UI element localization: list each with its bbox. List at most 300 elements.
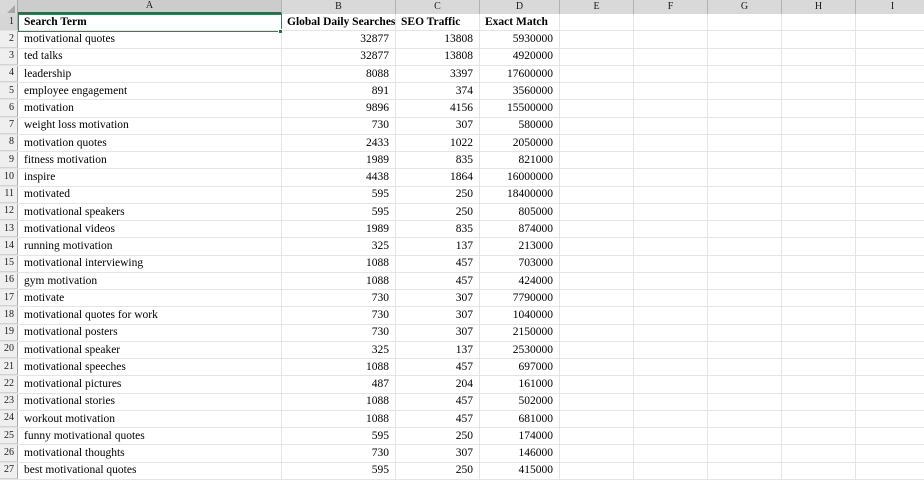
cell-A14[interactable]: running motivation bbox=[18, 238, 282, 255]
row-header-15[interactable]: 15 bbox=[0, 256, 18, 272]
cell-E11[interactable] bbox=[560, 187, 634, 204]
column-header-i[interactable]: I bbox=[856, 0, 924, 14]
cell-I9[interactable] bbox=[856, 152, 924, 169]
cell-I5[interactable] bbox=[856, 83, 924, 100]
cell-F22[interactable] bbox=[634, 376, 708, 393]
cell-E27[interactable] bbox=[560, 463, 634, 480]
cell-I2[interactable] bbox=[856, 31, 924, 48]
column-header-c[interactable]: C bbox=[396, 0, 480, 14]
cell-C14[interactable]: 137 bbox=[396, 238, 480, 255]
cell-E1[interactable] bbox=[560, 14, 634, 31]
column-header-a[interactable]: A bbox=[18, 0, 282, 14]
cell-E6[interactable] bbox=[560, 100, 634, 117]
cell-D26[interactable]: 146000 bbox=[480, 445, 560, 462]
cell-G5[interactable] bbox=[708, 83, 782, 100]
cell-B8[interactable]: 2433 bbox=[282, 135, 396, 152]
cell-H10[interactable] bbox=[782, 169, 856, 186]
cell-D9[interactable]: 821000 bbox=[480, 152, 560, 169]
cell-E10[interactable] bbox=[560, 169, 634, 186]
cell-H15[interactable] bbox=[782, 256, 856, 273]
cell-C24[interactable]: 457 bbox=[396, 411, 480, 428]
table-row[interactable] bbox=[0, 394, 924, 411]
cell-E3[interactable] bbox=[560, 49, 634, 66]
cell-D8[interactable]: 2050000 bbox=[480, 135, 560, 152]
row-header-6[interactable]: 6 bbox=[0, 100, 18, 116]
table-row[interactable] bbox=[0, 445, 924, 462]
cell-E13[interactable] bbox=[560, 221, 634, 238]
cell-G21[interactable] bbox=[708, 359, 782, 376]
row-header-19[interactable]: 19 bbox=[0, 325, 18, 341]
cell-C22[interactable]: 204 bbox=[396, 376, 480, 393]
row-header-25[interactable]: 25 bbox=[0, 428, 18, 444]
cell-E20[interactable] bbox=[560, 342, 634, 359]
cell-G4[interactable] bbox=[708, 66, 782, 83]
cell-B18[interactable]: 730 bbox=[282, 307, 396, 324]
cell-H2[interactable] bbox=[782, 31, 856, 48]
cell-B19[interactable]: 730 bbox=[282, 325, 396, 342]
cell-E12[interactable] bbox=[560, 204, 634, 221]
cell-H12[interactable] bbox=[782, 204, 856, 221]
table-row[interactable] bbox=[0, 169, 924, 186]
cell-C6[interactable]: 4156 bbox=[396, 100, 480, 117]
table-row[interactable] bbox=[0, 187, 924, 204]
row-header-4[interactable]: 4 bbox=[0, 66, 18, 82]
cell-B10[interactable]: 4438 bbox=[282, 169, 396, 186]
cell-C19[interactable]: 307 bbox=[396, 325, 480, 342]
cell-A7[interactable]: weight loss motivation bbox=[18, 118, 282, 135]
cell-D11[interactable]: 18400000 bbox=[480, 187, 560, 204]
cell-B16[interactable]: 1088 bbox=[282, 273, 396, 290]
cell-G3[interactable] bbox=[708, 49, 782, 66]
cell-A24[interactable]: workout motivation bbox=[18, 411, 282, 428]
table-row[interactable] bbox=[0, 100, 924, 117]
column-header-e[interactable]: E bbox=[560, 0, 634, 14]
cell-F4[interactable] bbox=[634, 66, 708, 83]
cell-A10[interactable]: inspire bbox=[18, 169, 282, 186]
cell-F3[interactable] bbox=[634, 49, 708, 66]
cell-H4[interactable] bbox=[782, 66, 856, 83]
cell-G11[interactable] bbox=[708, 187, 782, 204]
cell-D13[interactable]: 874000 bbox=[480, 221, 560, 238]
table-row[interactable] bbox=[0, 204, 924, 221]
cell-C1[interactable]: SEO Traffic bbox=[396, 14, 480, 31]
cell-C8[interactable]: 1022 bbox=[396, 135, 480, 152]
cell-I21[interactable] bbox=[856, 359, 924, 376]
cell-D3[interactable]: 4920000 bbox=[480, 49, 560, 66]
row-header-13[interactable]: 13 bbox=[0, 221, 18, 237]
cell-C23[interactable]: 457 bbox=[396, 394, 480, 411]
table-row[interactable] bbox=[0, 14, 924, 31]
cell-A21[interactable]: motivational speeches bbox=[18, 359, 282, 376]
cell-B1[interactable]: Global Daily Searches bbox=[282, 14, 396, 31]
cell-F8[interactable] bbox=[634, 135, 708, 152]
cell-B11[interactable]: 595 bbox=[282, 187, 396, 204]
cell-C20[interactable]: 137 bbox=[396, 342, 480, 359]
cell-A27[interactable]: best motivational quotes bbox=[18, 463, 282, 480]
cell-B14[interactable]: 325 bbox=[282, 238, 396, 255]
cell-H22[interactable] bbox=[782, 376, 856, 393]
table-row[interactable] bbox=[0, 376, 924, 393]
cell-B24[interactable]: 1088 bbox=[282, 411, 396, 428]
table-row[interactable] bbox=[0, 273, 924, 290]
cell-C5[interactable]: 374 bbox=[396, 83, 480, 100]
cell-G22[interactable] bbox=[708, 376, 782, 393]
cell-B23[interactable]: 1088 bbox=[282, 394, 396, 411]
table-row[interactable] bbox=[0, 325, 924, 342]
cell-I11[interactable] bbox=[856, 187, 924, 204]
cell-G27[interactable] bbox=[708, 463, 782, 480]
cell-G7[interactable] bbox=[708, 118, 782, 135]
cell-C7[interactable]: 307 bbox=[396, 118, 480, 135]
cell-C21[interactable]: 457 bbox=[396, 359, 480, 376]
cell-H16[interactable] bbox=[782, 273, 856, 290]
cell-F5[interactable] bbox=[634, 83, 708, 100]
cell-I22[interactable] bbox=[856, 376, 924, 393]
cell-D23[interactable]: 502000 bbox=[480, 394, 560, 411]
table-row[interactable] bbox=[0, 66, 924, 83]
cell-D4[interactable]: 17600000 bbox=[480, 66, 560, 83]
cell-H27[interactable] bbox=[782, 463, 856, 480]
cell-F11[interactable] bbox=[634, 187, 708, 204]
cell-E22[interactable] bbox=[560, 376, 634, 393]
cell-G14[interactable] bbox=[708, 238, 782, 255]
cell-C9[interactable]: 835 bbox=[396, 152, 480, 169]
row-header-23[interactable]: 23 bbox=[0, 394, 18, 410]
column-header-f[interactable]: F bbox=[634, 0, 708, 14]
cell-D27[interactable]: 415000 bbox=[480, 463, 560, 480]
row-header-18[interactable]: 18 bbox=[0, 307, 18, 323]
cell-G2[interactable] bbox=[708, 31, 782, 48]
cell-B17[interactable]: 730 bbox=[282, 290, 396, 307]
cell-D12[interactable]: 805000 bbox=[480, 204, 560, 221]
row-header-16[interactable]: 16 bbox=[0, 273, 18, 289]
cell-A18[interactable]: motivational quotes for work bbox=[18, 307, 282, 324]
cell-G23[interactable] bbox=[708, 394, 782, 411]
row-header-2[interactable]: 2 bbox=[0, 31, 18, 47]
cell-C17[interactable]: 307 bbox=[396, 290, 480, 307]
row-header-10[interactable]: 10 bbox=[0, 169, 18, 185]
cell-A26[interactable]: motivational thoughts bbox=[18, 445, 282, 462]
cell-H17[interactable] bbox=[782, 290, 856, 307]
cell-E24[interactable] bbox=[560, 411, 634, 428]
cell-C15[interactable]: 457 bbox=[396, 256, 480, 273]
row-header-12[interactable]: 12 bbox=[0, 204, 18, 220]
cell-B12[interactable]: 595 bbox=[282, 204, 396, 221]
cell-D17[interactable]: 7790000 bbox=[480, 290, 560, 307]
cell-C26[interactable]: 307 bbox=[396, 445, 480, 462]
table-row[interactable] bbox=[0, 290, 924, 307]
cell-G19[interactable] bbox=[708, 325, 782, 342]
cell-G20[interactable] bbox=[708, 342, 782, 359]
cell-H11[interactable] bbox=[782, 187, 856, 204]
cell-D2[interactable]: 5930000 bbox=[480, 31, 560, 48]
cell-I27[interactable] bbox=[856, 463, 924, 480]
cell-D20[interactable]: 2530000 bbox=[480, 342, 560, 359]
cell-H6[interactable] bbox=[782, 100, 856, 117]
cell-D16[interactable]: 424000 bbox=[480, 273, 560, 290]
cell-B9[interactable]: 1989 bbox=[282, 152, 396, 169]
table-row[interactable] bbox=[0, 411, 924, 428]
cell-D7[interactable]: 580000 bbox=[480, 118, 560, 135]
row-header-27[interactable]: 27 bbox=[0, 463, 18, 479]
cell-F26[interactable] bbox=[634, 445, 708, 462]
cell-D6[interactable]: 15500000 bbox=[480, 100, 560, 117]
cell-E26[interactable] bbox=[560, 445, 634, 462]
cell-A16[interactable]: gym motivation bbox=[18, 273, 282, 290]
table-row[interactable] bbox=[0, 83, 924, 100]
cell-A9[interactable]: fitness motivation bbox=[18, 152, 282, 169]
table-row[interactable] bbox=[0, 49, 924, 66]
row-header-26[interactable]: 26 bbox=[0, 445, 18, 461]
cell-B27[interactable]: 595 bbox=[282, 463, 396, 480]
cell-B5[interactable]: 891 bbox=[282, 83, 396, 100]
cell-B20[interactable]: 325 bbox=[282, 342, 396, 359]
cell-C25[interactable]: 250 bbox=[396, 428, 480, 445]
cell-B7[interactable]: 730 bbox=[282, 118, 396, 135]
grid-body[interactable] bbox=[0, 14, 924, 482]
row-header-1[interactable]: 1 bbox=[0, 14, 18, 30]
table-row[interactable] bbox=[0, 342, 924, 359]
fill-handle[interactable] bbox=[278, 29, 283, 34]
cell-H25[interactable] bbox=[782, 428, 856, 445]
cell-F16[interactable] bbox=[634, 273, 708, 290]
cell-A13[interactable]: motivational videos bbox=[18, 221, 282, 238]
cell-F19[interactable] bbox=[634, 325, 708, 342]
cell-F13[interactable] bbox=[634, 221, 708, 238]
cell-F21[interactable] bbox=[634, 359, 708, 376]
cell-D15[interactable]: 703000 bbox=[480, 256, 560, 273]
cell-C10[interactable]: 1864 bbox=[396, 169, 480, 186]
cell-F20[interactable] bbox=[634, 342, 708, 359]
cell-I19[interactable] bbox=[856, 325, 924, 342]
cell-A12[interactable]: motivational speakers bbox=[18, 204, 282, 221]
cell-I20[interactable] bbox=[856, 342, 924, 359]
cell-H13[interactable] bbox=[782, 221, 856, 238]
row-header-3[interactable]: 3 bbox=[0, 49, 18, 65]
cell-I15[interactable] bbox=[856, 256, 924, 273]
cell-A6[interactable]: motivation bbox=[18, 100, 282, 117]
cell-H9[interactable] bbox=[782, 152, 856, 169]
cell-B15[interactable]: 1088 bbox=[282, 256, 396, 273]
column-header-g[interactable]: G bbox=[708, 0, 782, 14]
cell-B4[interactable]: 8088 bbox=[282, 66, 396, 83]
cell-H18[interactable] bbox=[782, 307, 856, 324]
cell-H3[interactable] bbox=[782, 49, 856, 66]
cell-I23[interactable] bbox=[856, 394, 924, 411]
cell-C27[interactable]: 250 bbox=[396, 463, 480, 480]
cell-I25[interactable] bbox=[856, 428, 924, 445]
cell-E19[interactable] bbox=[560, 325, 634, 342]
cell-D25[interactable]: 174000 bbox=[480, 428, 560, 445]
cell-D18[interactable]: 1040000 bbox=[480, 307, 560, 324]
cell-H14[interactable] bbox=[782, 238, 856, 255]
cell-E17[interactable] bbox=[560, 290, 634, 307]
cell-I1[interactable] bbox=[856, 14, 924, 31]
cell-D1[interactable]: Exact Match bbox=[480, 14, 560, 31]
cell-B25[interactable]: 595 bbox=[282, 428, 396, 445]
cell-G18[interactable] bbox=[708, 307, 782, 324]
table-row[interactable] bbox=[0, 463, 924, 480]
cell-D5[interactable]: 3560000 bbox=[480, 83, 560, 100]
cell-E5[interactable] bbox=[560, 83, 634, 100]
cell-D14[interactable]: 213000 bbox=[480, 238, 560, 255]
cell-E21[interactable] bbox=[560, 359, 634, 376]
cell-G25[interactable] bbox=[708, 428, 782, 445]
cell-C12[interactable]: 250 bbox=[396, 204, 480, 221]
cell-H7[interactable] bbox=[782, 118, 856, 135]
row-header-21[interactable]: 21 bbox=[0, 359, 18, 375]
cell-G10[interactable] bbox=[708, 169, 782, 186]
cell-F18[interactable] bbox=[634, 307, 708, 324]
table-row[interactable] bbox=[0, 359, 924, 376]
cell-G8[interactable] bbox=[708, 135, 782, 152]
cell-F1[interactable] bbox=[634, 14, 708, 31]
cell-B2[interactable]: 32877 bbox=[282, 31, 396, 48]
cell-C18[interactable]: 307 bbox=[396, 307, 480, 324]
cell-H5[interactable] bbox=[782, 83, 856, 100]
table-row[interactable] bbox=[0, 307, 924, 324]
cell-I12[interactable] bbox=[856, 204, 924, 221]
cell-F12[interactable] bbox=[634, 204, 708, 221]
cell-G16[interactable] bbox=[708, 273, 782, 290]
cell-H19[interactable] bbox=[782, 325, 856, 342]
cell-G13[interactable] bbox=[708, 221, 782, 238]
cell-E16[interactable] bbox=[560, 273, 634, 290]
cell-G9[interactable] bbox=[708, 152, 782, 169]
table-row[interactable] bbox=[0, 428, 924, 445]
row-header-8[interactable]: 8 bbox=[0, 135, 18, 151]
cell-A23[interactable]: motivational stories bbox=[18, 394, 282, 411]
cell-G17[interactable] bbox=[708, 290, 782, 307]
table-row[interactable] bbox=[0, 152, 924, 169]
cell-E18[interactable] bbox=[560, 307, 634, 324]
cell-I3[interactable] bbox=[856, 49, 924, 66]
cell-B3[interactable]: 32877 bbox=[282, 49, 396, 66]
table-row[interactable] bbox=[0, 118, 924, 135]
cell-G15[interactable] bbox=[708, 256, 782, 273]
cell-I24[interactable] bbox=[856, 411, 924, 428]
cell-D10[interactable]: 16000000 bbox=[480, 169, 560, 186]
cell-I7[interactable] bbox=[856, 118, 924, 135]
cell-E14[interactable] bbox=[560, 238, 634, 255]
cell-I8[interactable] bbox=[856, 135, 924, 152]
cell-A19[interactable]: motivational posters bbox=[18, 325, 282, 342]
cell-E4[interactable] bbox=[560, 66, 634, 83]
cell-C11[interactable]: 250 bbox=[396, 187, 480, 204]
table-row[interactable] bbox=[0, 256, 924, 273]
cell-D19[interactable]: 2150000 bbox=[480, 325, 560, 342]
cell-A5[interactable]: employee engagement bbox=[18, 83, 282, 100]
cell-E15[interactable] bbox=[560, 256, 634, 273]
cell-E23[interactable] bbox=[560, 394, 634, 411]
table-row[interactable] bbox=[0, 221, 924, 238]
cell-D22[interactable]: 161000 bbox=[480, 376, 560, 393]
cell-H1[interactable] bbox=[782, 14, 856, 31]
cell-B6[interactable]: 9896 bbox=[282, 100, 396, 117]
cell-B21[interactable]: 1088 bbox=[282, 359, 396, 376]
cell-A15[interactable]: motivational interviewing bbox=[18, 256, 282, 273]
cell-A2[interactable]: motivational quotes bbox=[18, 31, 282, 48]
cell-C16[interactable]: 457 bbox=[396, 273, 480, 290]
cell-D21[interactable]: 697000 bbox=[480, 359, 560, 376]
cell-H20[interactable] bbox=[782, 342, 856, 359]
cell-I26[interactable] bbox=[856, 445, 924, 462]
cell-A20[interactable]: motivational speaker bbox=[18, 342, 282, 359]
column-header-d[interactable]: D bbox=[480, 0, 560, 14]
row-header-7[interactable]: 7 bbox=[0, 118, 18, 134]
row-header-11[interactable]: 11 bbox=[0, 187, 18, 203]
row-header-20[interactable]: 20 bbox=[0, 342, 18, 358]
cell-I18[interactable] bbox=[856, 307, 924, 324]
cell-F23[interactable] bbox=[634, 394, 708, 411]
cell-F14[interactable] bbox=[634, 238, 708, 255]
cell-G24[interactable] bbox=[708, 411, 782, 428]
cell-E2[interactable] bbox=[560, 31, 634, 48]
cell-A11[interactable]: motivated bbox=[18, 187, 282, 204]
cell-C3[interactable]: 13808 bbox=[396, 49, 480, 66]
cell-E7[interactable] bbox=[560, 118, 634, 135]
cell-H23[interactable] bbox=[782, 394, 856, 411]
cell-I10[interactable] bbox=[856, 169, 924, 186]
cell-G26[interactable] bbox=[708, 445, 782, 462]
cell-C2[interactable]: 13808 bbox=[396, 31, 480, 48]
cell-F25[interactable] bbox=[634, 428, 708, 445]
cell-I16[interactable] bbox=[856, 273, 924, 290]
cell-A17[interactable]: motivate bbox=[18, 290, 282, 307]
cell-H24[interactable] bbox=[782, 411, 856, 428]
column-header-b[interactable]: B bbox=[282, 0, 396, 14]
cell-F24[interactable] bbox=[634, 411, 708, 428]
cell-F10[interactable] bbox=[634, 169, 708, 186]
cell-F27[interactable] bbox=[634, 463, 708, 480]
cell-C4[interactable]: 3397 bbox=[396, 66, 480, 83]
column-header-h[interactable]: H bbox=[782, 0, 856, 14]
cell-I4[interactable] bbox=[856, 66, 924, 83]
cell-A3[interactable]: ted talks bbox=[18, 49, 282, 66]
row-header-9[interactable]: 9 bbox=[0, 152, 18, 168]
cell-A1[interactable]: Search Term bbox=[18, 14, 282, 31]
row-header-14[interactable]: 14 bbox=[0, 238, 18, 254]
cell-E8[interactable] bbox=[560, 135, 634, 152]
cell-F9[interactable] bbox=[634, 152, 708, 169]
cell-B13[interactable]: 1989 bbox=[282, 221, 396, 238]
cell-B26[interactable]: 730 bbox=[282, 445, 396, 462]
cell-I13[interactable] bbox=[856, 221, 924, 238]
cell-F6[interactable] bbox=[634, 100, 708, 117]
cell-G12[interactable] bbox=[708, 204, 782, 221]
row-header-17[interactable]: 17 bbox=[0, 290, 18, 306]
cell-I14[interactable] bbox=[856, 238, 924, 255]
cell-A25[interactable]: funny motivational quotes bbox=[18, 428, 282, 445]
cell-A4[interactable]: leadership bbox=[18, 66, 282, 83]
table-row[interactable] bbox=[0, 31, 924, 48]
row-header-5[interactable]: 5 bbox=[0, 83, 18, 99]
cell-E9[interactable] bbox=[560, 152, 634, 169]
table-row[interactable] bbox=[0, 238, 924, 255]
cell-F15[interactable] bbox=[634, 256, 708, 273]
cell-F2[interactable] bbox=[634, 31, 708, 48]
cell-C13[interactable]: 835 bbox=[396, 221, 480, 238]
cell-F7[interactable] bbox=[634, 118, 708, 135]
row-header-22[interactable]: 22 bbox=[0, 376, 18, 392]
cell-H26[interactable] bbox=[782, 445, 856, 462]
cell-G6[interactable] bbox=[708, 100, 782, 117]
cell-D24[interactable]: 681000 bbox=[480, 411, 560, 428]
cell-G1[interactable] bbox=[708, 14, 782, 31]
cell-A22[interactable]: motivational pictures bbox=[18, 376, 282, 393]
cell-A8[interactable]: motivation quotes bbox=[18, 135, 282, 152]
cell-E25[interactable] bbox=[560, 428, 634, 445]
